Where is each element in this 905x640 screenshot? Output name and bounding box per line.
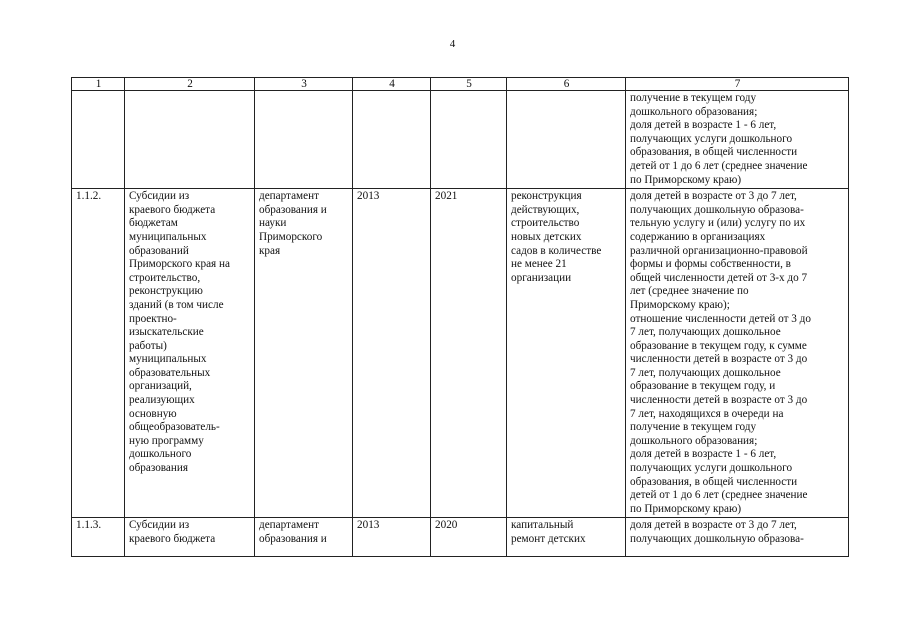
text-line: по Приморскому краю) (630, 502, 742, 515)
text-line: получающих услуги дошкольного (630, 462, 793, 475)
text-line: департамент (259, 190, 319, 203)
text-line: доля детей в возрасте от 3 до 7 лет, (630, 190, 797, 203)
text-line: зданий (в том числе (129, 298, 224, 311)
table-row (72, 518, 849, 557)
cell-indicators (626, 91, 849, 189)
table-row-continuation (72, 91, 849, 189)
text-line: получающих дошкольную образова- (630, 533, 804, 545)
header-col-5: 5 (431, 78, 507, 91)
text-line: ремонт детских (511, 533, 586, 545)
text-line: изыскательские (129, 326, 204, 339)
text-line: ную программу (129, 434, 204, 447)
text-line: детей от 1 до 6 лет (среднее значение (630, 489, 808, 502)
text-line: образования и (259, 203, 327, 216)
header-col-6: 6 (507, 78, 626, 91)
text-line: новых детских (511, 230, 582, 243)
text-line: формы и формы собственности, в (630, 258, 791, 271)
cell-num: 1.1.2. (72, 189, 125, 518)
text-line: дошкольного образования; (630, 434, 758, 447)
header-col-1: 1 (72, 78, 125, 91)
text-line: получающих услуги дошкольного (630, 132, 793, 145)
text-line: численности детей в возрасте от 3 до (630, 394, 808, 407)
text-line: содержанию в организациях (630, 230, 766, 243)
page-number: 4 (449, 38, 456, 50)
text-line: доля детей в возрасте 1 - 6 лет, (630, 119, 777, 132)
cell-name (125, 91, 255, 189)
text-line: детей от 1 до 6 лет (среднее значение (630, 159, 808, 172)
text-line: получение в текущем году (630, 92, 757, 104)
text-line: численности детей в возрасте от 3 до (630, 353, 808, 366)
text-line: 7 лет, находящихся в очереди на (630, 407, 784, 420)
text-line: строительство (511, 217, 580, 230)
header-col-7: 7 (626, 78, 849, 91)
text-line: получающих дошкольную образова- (630, 203, 804, 216)
text-line: не менее 21 (511, 258, 567, 271)
table-row (72, 189, 849, 518)
text-line: проектно- (129, 312, 177, 325)
text-line: доля детей в возрасте 1 - 6 лет, (630, 448, 777, 461)
text-line: организаций, (129, 380, 192, 393)
cell-num: 1.1.3. (72, 518, 125, 557)
text-line: науки (259, 217, 287, 230)
cell-result (507, 189, 626, 518)
text-line: получение в текущем году (630, 421, 757, 434)
text-line: садов в количестве (511, 244, 602, 257)
text-line: бюджетам (129, 217, 178, 230)
cell-end-year (431, 91, 507, 189)
text-line: образований (129, 244, 189, 257)
text-line: Субсидии из (129, 519, 190, 532)
text-line: Приморского края на (129, 258, 230, 271)
text-line: Субсидии из (129, 190, 190, 203)
text-line: различной организационно-правовой (630, 244, 808, 257)
cell-result (507, 91, 626, 189)
text-line: реализующих (129, 394, 195, 407)
header-col-3: 3 (255, 78, 353, 91)
text-line: общей численности детей от 3-х до 7 (630, 271, 808, 284)
cell-indicators (626, 189, 849, 518)
text-line: департамент (259, 519, 319, 532)
text-line: края (259, 244, 281, 257)
cell-department (255, 91, 353, 189)
cell-department (255, 189, 353, 518)
cell-name (125, 189, 255, 518)
program-table (71, 77, 849, 557)
text-line: дошкольного (129, 448, 192, 461)
text-line: тельную услугу и (или) услугу по их (630, 217, 806, 230)
cell-name (125, 518, 255, 557)
text-line: отношение численности детей от 3 до (630, 312, 811, 325)
text-line: 7 лет, получающих дошкольное (630, 326, 781, 339)
text-line: образования, в общей численности (630, 475, 798, 488)
text-line: лет (среднее значение по (630, 285, 749, 298)
cell-end-year: 2020 (431, 518, 507, 557)
text-line: образование в текущем году, и (630, 380, 776, 393)
text-line: действующих, (511, 203, 580, 216)
cell-result (507, 518, 626, 557)
text-line: основную (129, 407, 177, 420)
text-line: Приморского (259, 230, 323, 243)
text-line: реконструкция (511, 190, 582, 203)
text-line: общеобразователь- (129, 421, 220, 434)
text-line: работы) (129, 339, 167, 352)
text-line: образования, в общей численности (630, 146, 798, 159)
text-line: муниципальных (129, 353, 207, 366)
cell-department (255, 518, 353, 557)
text-line: краевого бюджета (129, 533, 216, 545)
header-col-4: 4 (353, 78, 431, 91)
cell-start-year: 2013 (353, 518, 431, 557)
text-line: образование в текущем году, к сумме (630, 339, 807, 352)
text-line: муниципальных (129, 230, 207, 243)
text-line: 7 лет, получающих дошкольное (630, 366, 781, 379)
cell-num (72, 91, 125, 189)
text-line: краевого бюджета (129, 203, 216, 216)
text-line: образовательных (129, 366, 211, 379)
cell-end-year: 2021 (431, 189, 507, 518)
text-line: Приморскому краю); (630, 298, 730, 311)
text-line: доля детей в возрасте от 3 до 7 лет, (630, 519, 797, 532)
cell-start-year: 2013 (353, 189, 431, 518)
text-line: дошкольного образования; (630, 105, 758, 118)
text-line: организации (511, 271, 572, 284)
cell-indicators (626, 518, 849, 557)
text-line: строительство, (129, 271, 201, 284)
header-col-2: 2 (125, 78, 255, 91)
text-line: образования (129, 462, 189, 475)
text-line: образования и (259, 533, 327, 545)
header-row (72, 78, 849, 91)
text-line: по Приморскому краю) (630, 173, 742, 186)
cell-start-year (353, 91, 431, 189)
text-line: реконструкцию (129, 285, 203, 298)
text-line: капитальный (511, 519, 574, 532)
